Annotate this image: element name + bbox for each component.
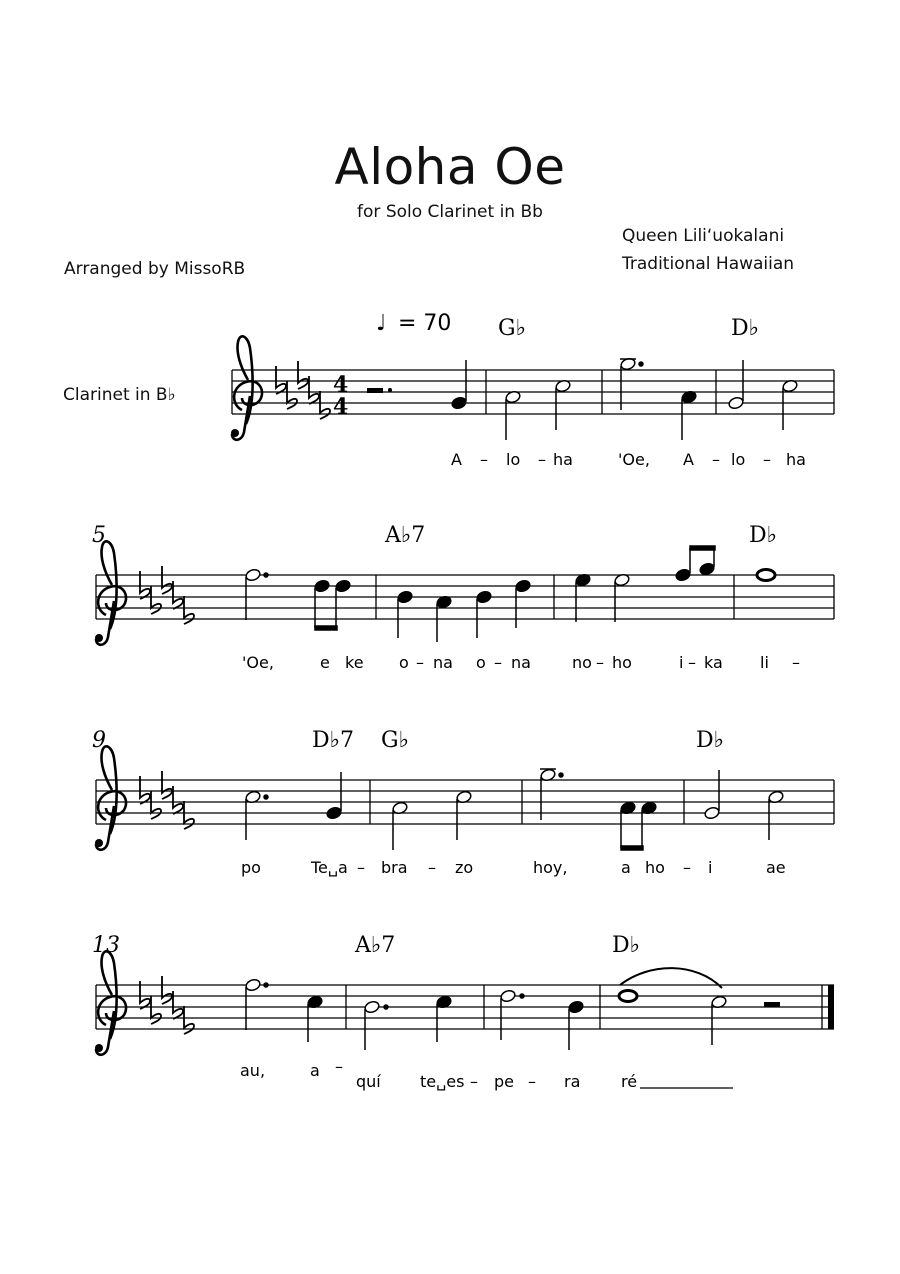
lyric-syllable: na: [433, 653, 453, 672]
arranger-credit: Arranged by MissoRB: [64, 259, 246, 279]
chord-symbol: G♭: [381, 728, 409, 753]
measure-number: 13: [92, 933, 120, 958]
composer-origin: Traditional Hawaiian: [622, 254, 795, 274]
lyric-syllable: ha: [786, 450, 806, 469]
lyric-syllable: o: [476, 653, 486, 672]
lyric-hyphen: –: [335, 1057, 343, 1076]
lyric-hyphen: –: [480, 450, 488, 469]
lyric-syllable: a: [310, 1061, 320, 1080]
lyric-hyphen: –: [357, 858, 365, 877]
lyric-syllable: bra: [381, 858, 408, 877]
chord-symbol: D♭: [731, 316, 760, 341]
final-barline: [828, 985, 834, 1029]
staff-system-4: [92, 933, 834, 1091]
chord-symbol: D♭: [749, 523, 778, 548]
lyric-syllable: pe: [494, 1072, 514, 1091]
lyric-syllable: quí: [356, 1072, 381, 1091]
lyric-syllable: a: [621, 858, 631, 877]
lyric-syllable: li: [760, 653, 769, 672]
score-subtitle: for Solo Clarinet in Bb: [357, 202, 543, 222]
time-signature-top: 4: [333, 372, 349, 398]
lyric-syllable: ho: [612, 653, 632, 672]
chord-symbol: D♭: [696, 728, 725, 753]
treble-clef-icon: [95, 746, 126, 849]
lyric-syllable: no: [572, 653, 592, 672]
lyric-syllable: A: [683, 450, 694, 469]
lyric-hyphen: –: [494, 653, 502, 672]
treble-clef-icon: [231, 336, 262, 439]
lyric-syllable: e: [320, 653, 330, 672]
measure-number: 9: [92, 728, 106, 753]
lyric-syllable: lo: [731, 450, 746, 469]
lyric-syllable: po: [241, 858, 261, 877]
lyric-syllable: i: [708, 858, 713, 877]
chord-symbol: D♭: [612, 933, 641, 958]
treble-clef-icon: [95, 541, 126, 644]
staff-system-1: [231, 316, 834, 469]
tempo-value: = 70: [398, 311, 452, 336]
lyric-syllable: o: [399, 653, 409, 672]
lyric-hyphen: –: [470, 1072, 478, 1091]
chord-symbol: G♭: [498, 316, 526, 341]
lyric-syllable: 'Oe,: [618, 450, 650, 469]
lyric-hyphen: –: [712, 450, 720, 469]
lyric-syllable: i: [679, 653, 684, 672]
lyric-syllable: Te␣a: [311, 858, 348, 877]
lyric-syllable: lo: [506, 450, 521, 469]
lyric-hyphen: –: [596, 653, 604, 672]
lyric-syllable: au,: [240, 1061, 266, 1080]
lyric-syllable: A: [451, 450, 462, 469]
chord-symbol: A♭7: [355, 933, 396, 958]
lyric-syllable: na: [511, 653, 531, 672]
lyric-hyphen: –: [528, 1072, 536, 1091]
lyric-hyphen: –: [538, 450, 546, 469]
lyric-syllable: ré: [621, 1072, 638, 1091]
score-title: Aloha Oe: [334, 138, 566, 196]
lyric-syllable: ra: [564, 1072, 581, 1091]
staff-system-2: [92, 523, 834, 672]
half-rest-icon: [764, 1002, 780, 1007]
lyric-syllable: ha: [553, 450, 573, 469]
lyric-syllable: zo: [455, 858, 474, 877]
half-rest-icon: [367, 388, 383, 393]
instrument-label: Clarinet in B♭: [63, 385, 176, 405]
chord-symbol: A♭7: [385, 523, 426, 548]
lyric-hyphen: –: [688, 653, 696, 672]
lyric-hyphen: –: [416, 653, 424, 672]
time-signature-bottom: 4: [333, 394, 349, 420]
lyric-syllable: hoy,: [533, 858, 568, 877]
treble-clef-icon: [95, 951, 126, 1054]
lyric-hyphen: –: [763, 450, 771, 469]
lyric-syllable: ka: [704, 653, 723, 672]
composer-name: Queen Lili‘uokalani: [622, 226, 785, 246]
measure-number: 5: [92, 523, 106, 548]
lyric-syllable: ke: [345, 653, 364, 672]
lyric-syllable: te␣es: [420, 1072, 465, 1091]
lyric-hyphen: –: [683, 858, 691, 877]
lyric-hyphen: –: [428, 858, 436, 877]
tempo-marking: [376, 311, 451, 336]
chord-symbol: D♭7: [312, 728, 355, 753]
quarter-note-icon: ♩: [376, 311, 387, 336]
staff-system-3: [92, 728, 834, 877]
lyric-hyphen: –: [792, 653, 800, 672]
lyric-syllable: ho: [645, 858, 665, 877]
lyric-syllable: 'Oe,: [242, 653, 274, 672]
lyric-syllable: ae: [766, 858, 786, 877]
